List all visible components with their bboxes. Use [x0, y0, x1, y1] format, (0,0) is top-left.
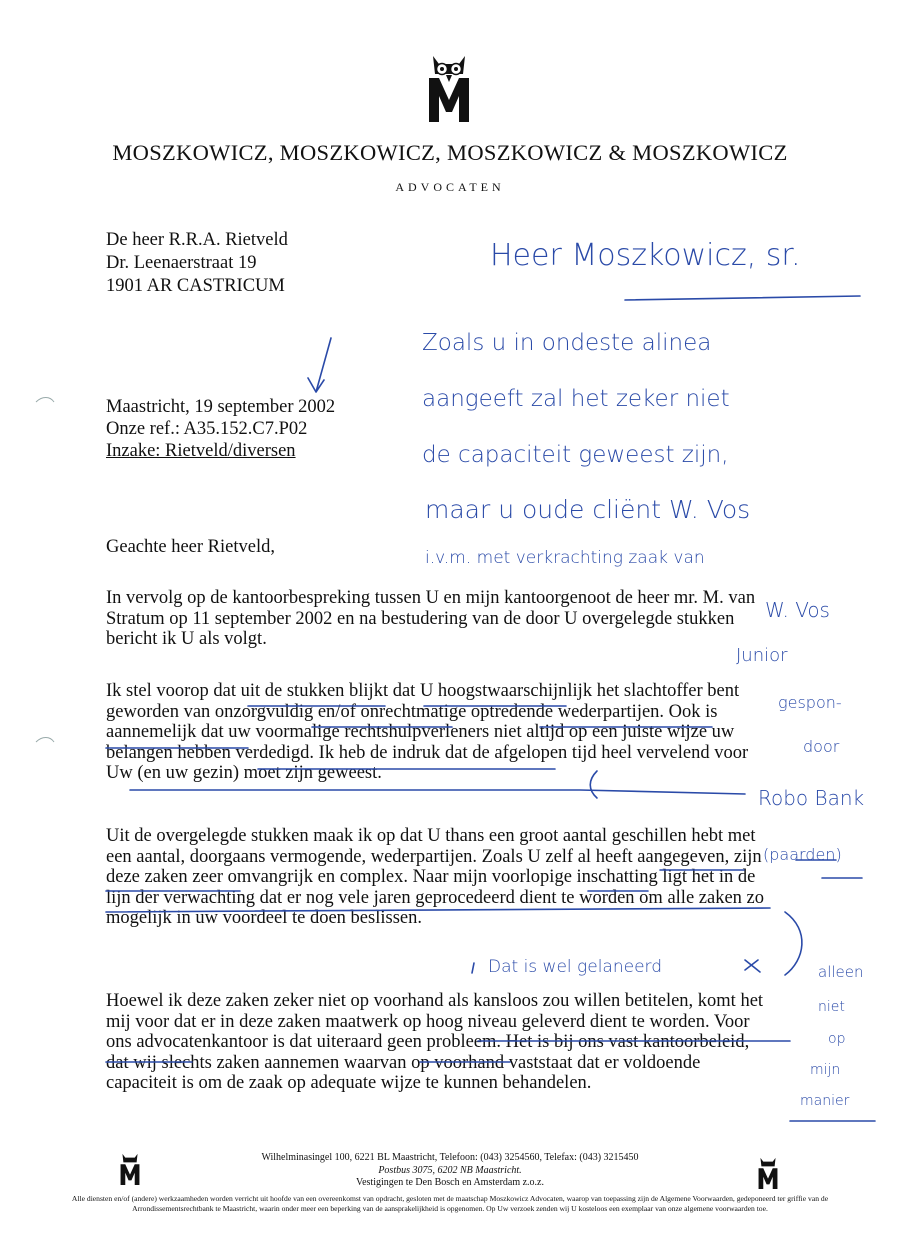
handwritten-line-7: Junior	[736, 645, 788, 666]
note-arrow-icon	[745, 960, 760, 972]
date-arrow-icon	[308, 338, 331, 392]
recipient-street: Dr. Leenaerstraat 19	[106, 253, 257, 273]
margin-word-5: alleen	[818, 963, 864, 981]
place-date: Maastricht, 19 september 2002	[106, 397, 336, 417]
margin-word-7: op	[828, 1031, 846, 1047]
margin-tick-1	[36, 398, 54, 403]
paragraph-1: In vervolg op de kantoorbespreking tussen U en mijn kantoorgenoot de heer mr. M. van Stratum op 11 september 2002 en na bestudering van de door U overgelegde stukken bericht ik U als volgt.	[106, 588, 756, 649]
paragraph-2: Ik stel voorop dat uit de stukken blijkt dat U hoogstwaarschijnlijk het slachtoffer bent geworden van onzorgvuldig en/of onrechtmatige optredende wederpartijen. Ook is aannemelijk dat uw voormalige rechtshulpverleners niet altijd op een juiste wijze uw belangen hebben verdedigd. Ik heb de indruk dat de afgelopen tijd heel vervelend voor Uw (en uw gezin) moet zijn geweest.	[106, 681, 749, 783]
note-comma	[472, 963, 474, 973]
handwritten-line-6: W. Vos	[765, 598, 830, 622]
recipient-city: 1901 AR CASTRICUM	[106, 276, 285, 296]
footer-vestigingen: Vestigingen te Den Bosch en Amsterdam z.o.z.	[355, 1177, 544, 1188]
margin-word-6: niet	[818, 999, 845, 1015]
margin-word-1: gespon-	[778, 693, 842, 712]
handwritten-line-5: i.v.m. met verkrachting zaak van	[425, 548, 705, 568]
handwritten-line-2: aangeeft zal het zeker niet	[422, 386, 730, 412]
firm-subtitle: ADVOCATEN	[395, 180, 505, 194]
subject: Inzake: Rietveld/diversen	[106, 441, 296, 461]
underline-afgelopen	[130, 790, 745, 794]
handwritten-line-3: de capaciteit geweest zijn,	[422, 442, 729, 468]
margin-tick-2	[36, 738, 54, 743]
paragraph-4: Hoewel ik deze zaken zeker niet op voorhand als kansloos zou willen betitelen, komt het mij voor dat er in deze zaken maatwerk op hoog niveau geleverd dient te worden. Voor ons advocatenkantoor is dat uiteraard geen probleem. Het is bij ons vast kantoorbeleid, dat wij slechts zaken aannemen waarvan op voorhand vaststaat dat er voldoende capaciteit is om de zaak op adequate wijze te kunnen behandelen.	[106, 991, 764, 1093]
margin-word-4: (paarden)	[763, 845, 842, 864]
footer-address: Wilhelminasingel 100, 6221 BL Maastricht, Telefoon: (043) 3254560, Telefax: (043) 3215450	[261, 1152, 639, 1163]
handwritten-heading: Heer Moszkowicz, sr.	[490, 238, 801, 273]
footer-logo-left	[118, 1152, 142, 1186]
heading-underline	[625, 296, 860, 300]
footer-postbus: Postbus 3075, 6202 NB Maastricht.	[378, 1164, 522, 1176]
paragraph-3: Uit de overgelegde stukken maak ik op dat U thans een groot aantal geschillen hebt met een aantal, doorgaans vermogende, wederpartijen. Zoals U zelf al heeft aangegeven, zijn deze zaken zeer omvangrijk en complex. Naar mijn voorlopige inschatting ligt het in de lijn der verwachting dat er nog vele jaren geprocedeerd dient te worden om alle zaken zo mogelijk in uw voordeel te doen beslissen.	[106, 826, 764, 928]
firm-name: MOSZKOWICZ, MOSZKOWICZ, MOSZKOWICZ & MOSZKOWICZ	[112, 140, 788, 165]
margin-word-9: manier	[800, 1093, 850, 1109]
footer-logo-right	[756, 1156, 780, 1190]
recipient-name: De heer R.R.A. Rietveld	[106, 230, 288, 250]
salutation: Geachte heer Rietveld,	[106, 537, 275, 557]
handwritten-line-1: Zoals u in ondeste alinea	[422, 330, 712, 356]
bracket-mark	[785, 912, 802, 975]
margin-word-3: Robo Bank	[758, 786, 865, 810]
underline-voorlopige	[106, 908, 770, 912]
reference: Onze ref.: A35.152.C7.P02	[106, 419, 308, 439]
paren-mark	[590, 771, 597, 798]
handwritten-note: Dat is wel gelaneerd	[488, 957, 663, 977]
footer-contact	[150, 1152, 750, 1190]
footer-legal: Alle diensten en/of (andere) werkzaamheden worden verricht uit hoofde van een overeenkomst van opdracht, gesloten met de maatschap Moszkowicz Advocaten, waarop van toepassing zijn de Algemene Voorwaarden, gedeponeerd ter griffie van de Arrondissementsrechtbank te Maastricht, waarin onder meer een beperking van de aansprakelijkheid is opgenomen. Op Uw verzoek zenden wij U kosteloos een exemplaar van onze algemene voorwaarden toe.	[71, 1194, 829, 1213]
margin-word-2: door	[803, 737, 840, 756]
handwritten-line-4: maar u oude cliënt W. Vos	[425, 495, 751, 524]
margin-word-8: mijn	[810, 1062, 841, 1078]
